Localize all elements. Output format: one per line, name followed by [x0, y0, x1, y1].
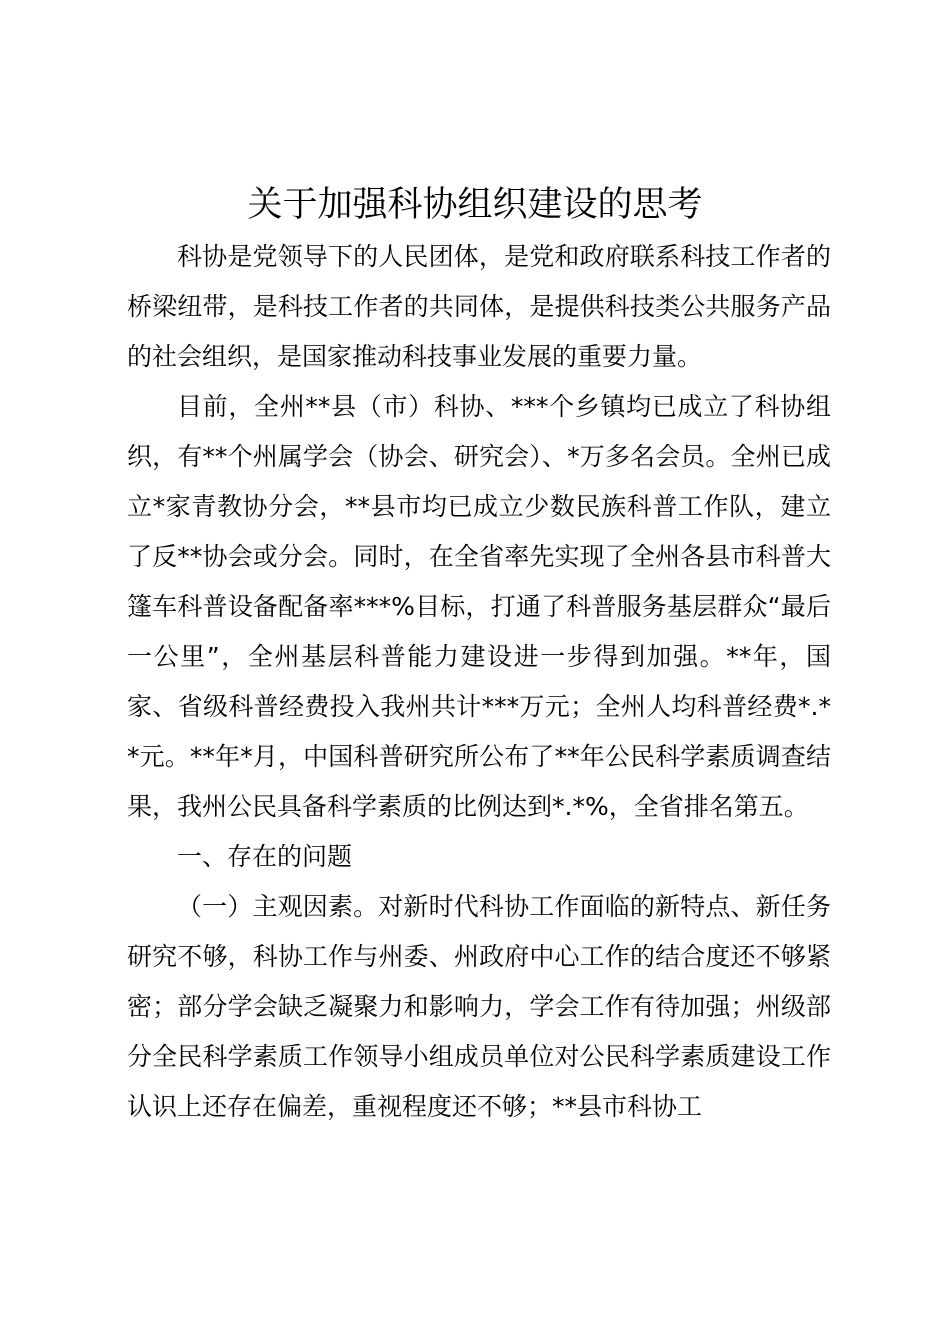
document-title: 关于加强科协组织建设的思考: [247, 185, 703, 225]
intro-paragraph: 科协是党领导下的人民团体，是党和政府联系科技工作者的桥梁纽带，是科技工作者的共同体，是提供科技类公共服务产品的社会组织，是国家推动科技事业发展的重要力量。: [127, 242, 831, 371]
status-paragraph: 目前，全州**县（市）科协、***个乡镇均已成立了科协组织，有**个州属学会（协会、研究会）、*万多名会员。全州已成立*家青教协分会，**县市均已成立少数民族科普工作队，建立了反**协会或分会。同时，在全省率先实现了全州各县市科普大篷车科普设备配备率***%目标，打通了科普服务基层群众“最后一公里”，全州基层科普能力建设进一步得到加强。**年，国家、省级科普经费投入我州共计***万元；全州人均科普经费*.**元。**年*月，中国科普研究所公布了**年公民科学素质调查结果，我州公民具备科学素质的比例达到*.*%，全省排名第五。: [127, 392, 831, 821]
section-paragraph: （一）主观因素。对新时代科协工作面临的新特点、新任务研究不够，科协工作与州委、州政府中心工作的结合度还不够紧密；部分学会缺乏凝聚力和影响力，学会工作有待加强；州级部分全民科学素质工作领导小组成员单位对公民科学素质建设工作认识上还存在偏差，重视程度还不够；**县市科协工: [127, 892, 831, 1121]
document-body: [127, 232, 831, 1132]
section-heading: 一、存在的问题: [177, 842, 353, 871]
